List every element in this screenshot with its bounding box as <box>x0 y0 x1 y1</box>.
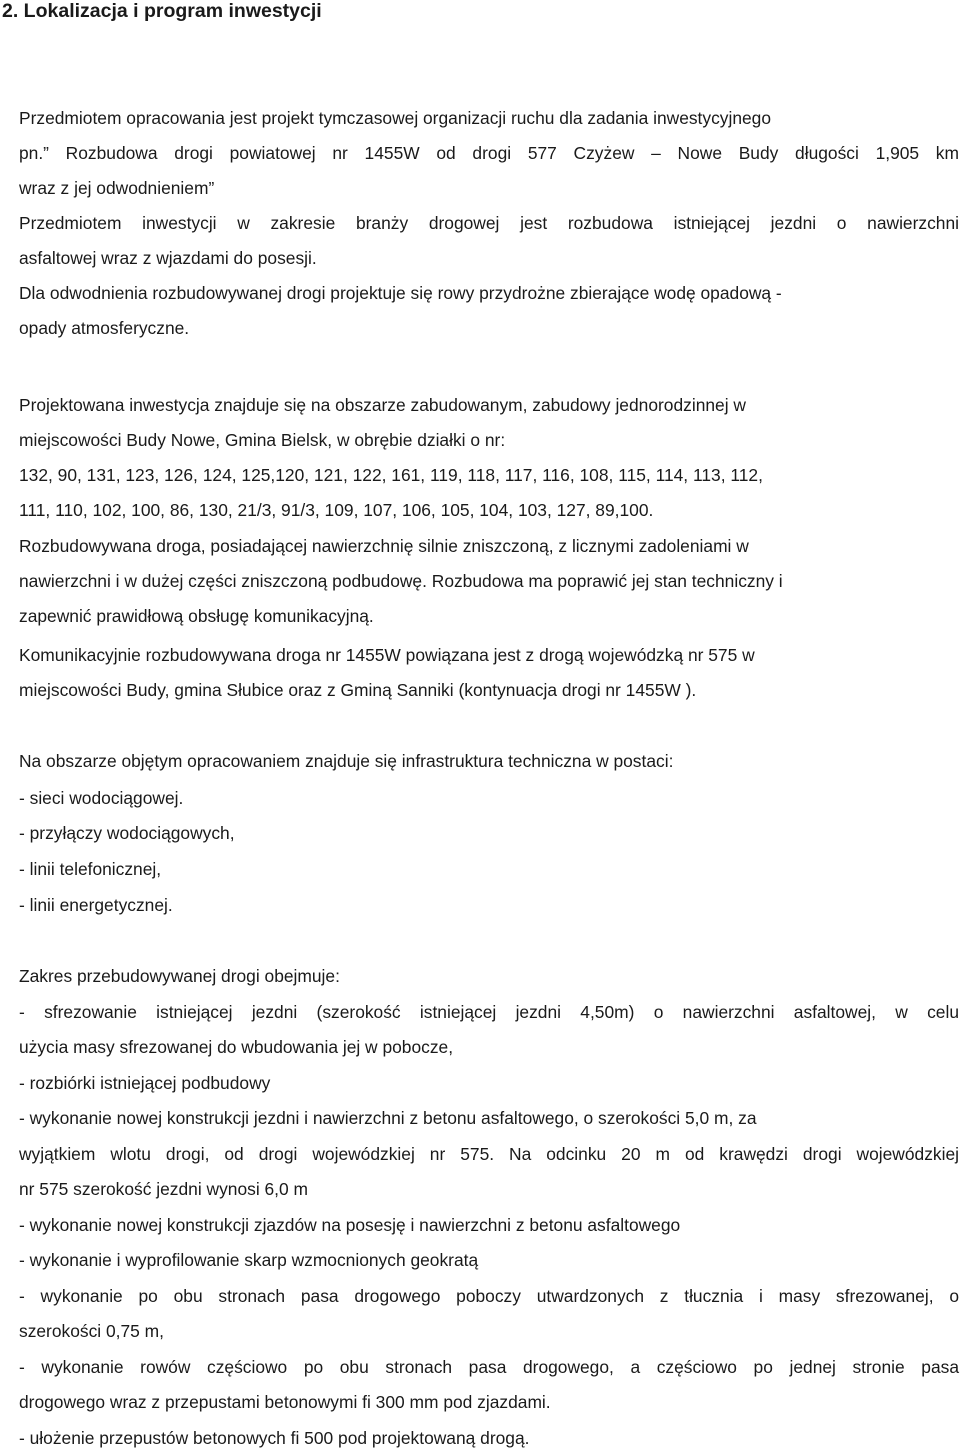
text-line: nawierzchni i w dużej części zniszczoną podbudowę. Rozbudowa ma poprawić jej stan techniczny i <box>19 571 783 591</box>
text-line: Projektowana inwestycja znajduje się na obszarze zabudowanym, zabudowy jednorodzinnej w <box>19 395 746 415</box>
list-item: - wykonanie nowej konstrukcji jezdni i nawierzchni z betonu asfaltowego, o szerokości 5,0 m, za <box>19 1108 757 1128</box>
text-line: 132, 90, 131, 123, 126, 124, 125,120, 121, 122, 161, 119, 118, 117, 116, 108, 115, 114, 113, 112, <box>19 465 763 485</box>
text-line: Przedmiotem opracowania jest projekt tymczasowej organizacji ruchu dla zadania inwestycyjnego <box>19 108 772 128</box>
text-line: zapewnić prawidłową obsługę komunikacyjną. <box>19 606 374 626</box>
text-line: opady atmosferyczne. <box>19 318 190 338</box>
list-item-cont: szerokości 0,75 m, <box>19 1321 164 1341</box>
list-item: - linii telefonicznej, <box>19 859 162 879</box>
list-item-cont: drogowego wraz z przepustami betonowymi fi 300 mm pod zjazdami. <box>19 1392 551 1412</box>
text-line: Komunikacyjnie rozbudowywana droga nr 1455W powiązana jest z drogą wojewódzką nr 575 w <box>19 645 755 665</box>
list-item: - przyłączy wodociągowych, <box>19 823 235 843</box>
list-item: - wykonanie nowej konstrukcji zjazdów na posesję i nawierzchni z betonu asfaltowego <box>19 1215 681 1235</box>
text-line: Przedmiotem inwestycji w zakresie branży drogowej jest rozbudowa istniejącej jezdni o nawierzchni <box>19 213 959 233</box>
text-line: Zakres przebudowywanej drogi obejmuje: <box>19 966 340 986</box>
list-item: - rozbiórki istniejącej podbudowy <box>19 1073 271 1093</box>
list-item-cont: użycia masy sfrezowanej do wbudowania jej w pobocze, <box>19 1037 454 1057</box>
text-line: miejscowości Budy Nowe, Gmina Bielsk, w obrębie działki o nr: <box>19 430 506 450</box>
text-line: asfaltowej wraz z wjazdami do posesji. <box>19 248 317 268</box>
text-line: pn.” Rozbudowa drogi powiatowej nr 1455W od drogi 577 Czyżew – Nowe Budy długości 1,905 km <box>19 143 959 163</box>
list-item: - sieci wodociągowej. <box>19 788 184 808</box>
list-item: - sfrezowanie istniejącej jezdni (szerokość istniejącej jezdni 4,50m) o nawierzchni asfaltowej, w celu <box>19 1002 959 1022</box>
text-line: Dla odwodnienia rozbudowywanej drogi projektuje się rowy przydrożne zbierające wodę opadową - <box>19 283 782 303</box>
list-item: - wykonanie i wyprofilowanie skarp wzmocnionych geokratą <box>19 1250 479 1270</box>
list-item: - linii energetycznej. <box>19 895 173 915</box>
text-line: wraz z jej odwodnieniem” <box>19 178 215 198</box>
list-item: - ułożenie przepustów betonowych fi 500 pod projektowaną drogą. <box>19 1428 530 1448</box>
list-item: - wykonanie po obu stronach pasa drogowego poboczy utwardzonych z tłucznia i masy sfrezowanej, o <box>19 1286 959 1306</box>
text-line: Rozbudowywana droga, posiadającej nawierzchnię silnie zniszczoną, z licznymi zadoleniami w <box>19 536 749 556</box>
text-line: Na obszarze objętym opracowaniem znajduje się infrastruktura techniczna w postaci: <box>19 751 674 771</box>
list-item-cont: nr 575 szerokość jezdni wynosi 6,0 m <box>19 1179 309 1199</box>
list-item-cont: wyjątkiem wlotu drogi, od drogi wojewódzkiej nr 575. Na odcinku 20 m od krawędzi drogi wojewódzkiej <box>19 1144 959 1164</box>
list-item: - wykonanie rowów częściowo po obu stronach pasa drogowego, a częściowo po jednej stronie pasa <box>19 1357 959 1377</box>
text-line: miejscowości Budy, gmina Słubice oraz z Gminą Sanniki (kontynuacja drogi nr 1455W ). <box>19 680 697 700</box>
section-heading: 2. Lokalizacja i program inwestycji <box>2 0 322 22</box>
text-line: 111, 110, 102, 100, 86, 130, 21/3, 91/3, 109, 107, 106, 105, 104, 103, 127, 89,100. <box>19 500 654 520</box>
